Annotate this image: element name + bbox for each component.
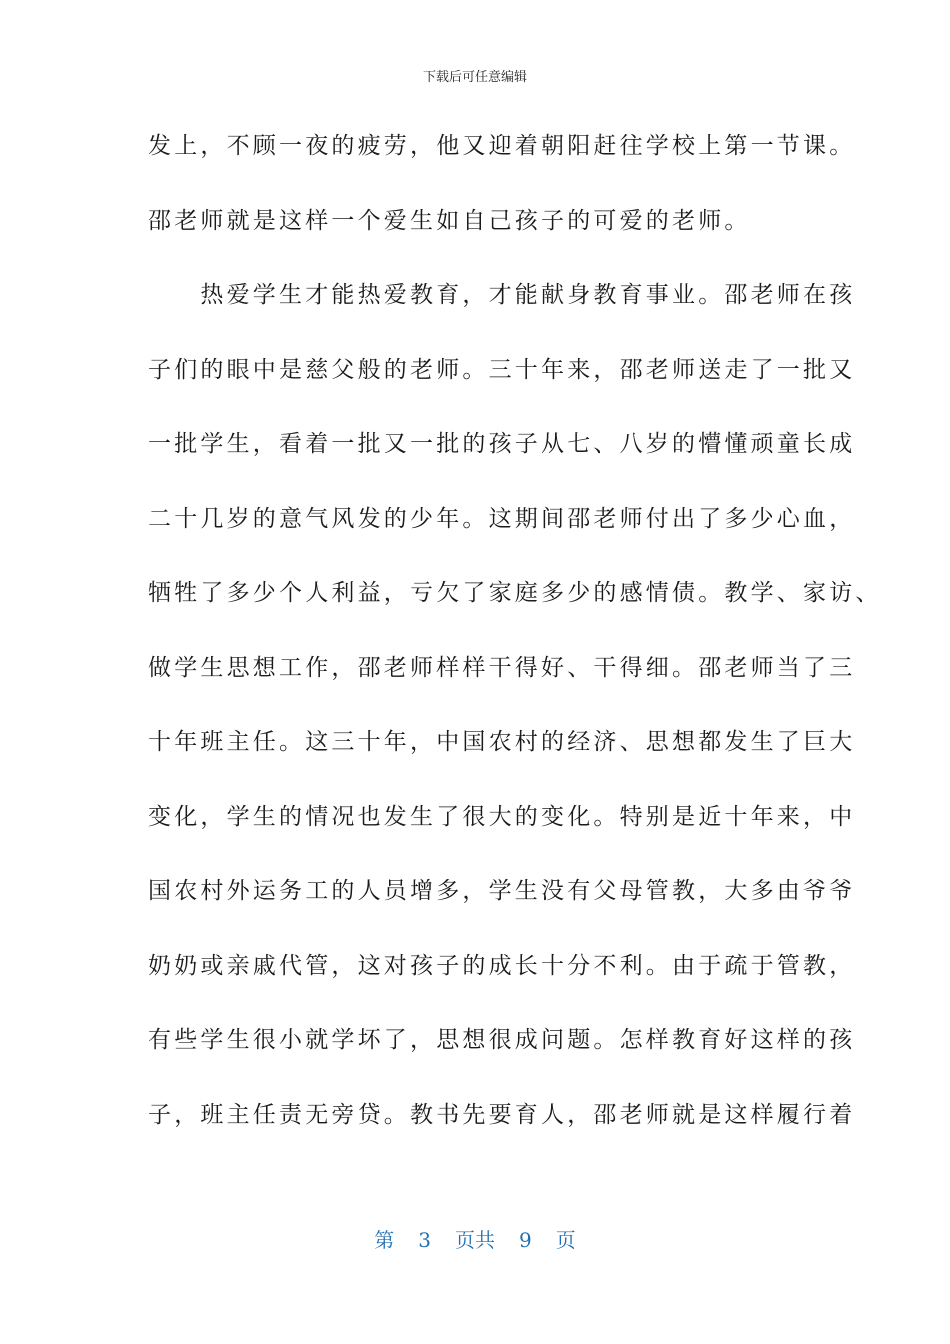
footer-page-suffix: 页 <box>555 1228 576 1252</box>
text-line-5: 一批学生，看着一批又一批的孩子从七、八岁的懵懂顽童长成 <box>148 431 856 457</box>
text-line-8: 做学生思想工作，邵老师样样干得好、干得细。邵老师当了三 <box>148 654 856 681</box>
text-line-11: 国农村外运务工的人员增多，学生没有父母管教，大多由爷爷 <box>148 878 856 904</box>
footer-page-mid: 页共 <box>455 1228 495 1252</box>
text-line-14: 子，班主任责无旁贷。教书先要育人，邵老师就是这样履行着 <box>148 1101 856 1128</box>
footer-total-pages: 9 <box>519 1228 532 1252</box>
text-line-1: 发上，不顾一夜的疲劳，他又迎着朝阳赶往学校上第一节课。 <box>148 133 856 159</box>
text-line-10: 变化，学生的情况也发生了很大的变化。特别是近十年来，中 <box>148 803 856 830</box>
page-header: 下载后可任意编辑 <box>422 70 527 85</box>
footer-current-page: 3 <box>418 1228 431 1252</box>
text-line-12: 奶奶或亲戚代管，这对孩子的成长十分不利。由于疏于管教， <box>148 952 856 979</box>
text-line-7: 牺牲了多少个人利益，亏欠了家庭多少的感情债。教学、家访、 <box>148 580 882 606</box>
text-line-2: 邵老师就是这样一个爱生如自己孩子的可爱的老师。 <box>148 207 751 234</box>
text-line-6: 二十几岁的意气风发的少年。这期间邵老师付出了多少心血， <box>148 505 856 532</box>
text-line-3: 热爱学生才能热爱教育，才能献身教育事业。邵老师在孩 <box>148 282 856 308</box>
text-line-4: 子们的眼中是慈父般的老师。三十年来，邵老师送走了一批又 <box>148 356 856 383</box>
footer-page-prefix: 第 <box>374 1228 395 1252</box>
text-line-13: 有些学生很小就学坏了，思想很成问题。怎样教育好这样的孩 <box>148 1027 856 1053</box>
document-body <box>148 124 882 1167</box>
text-line-9: 十年班主任。这三十年，中国农村的经济、思想都发生了巨大 <box>148 729 856 755</box>
page-footer <box>0 1224 950 1253</box>
